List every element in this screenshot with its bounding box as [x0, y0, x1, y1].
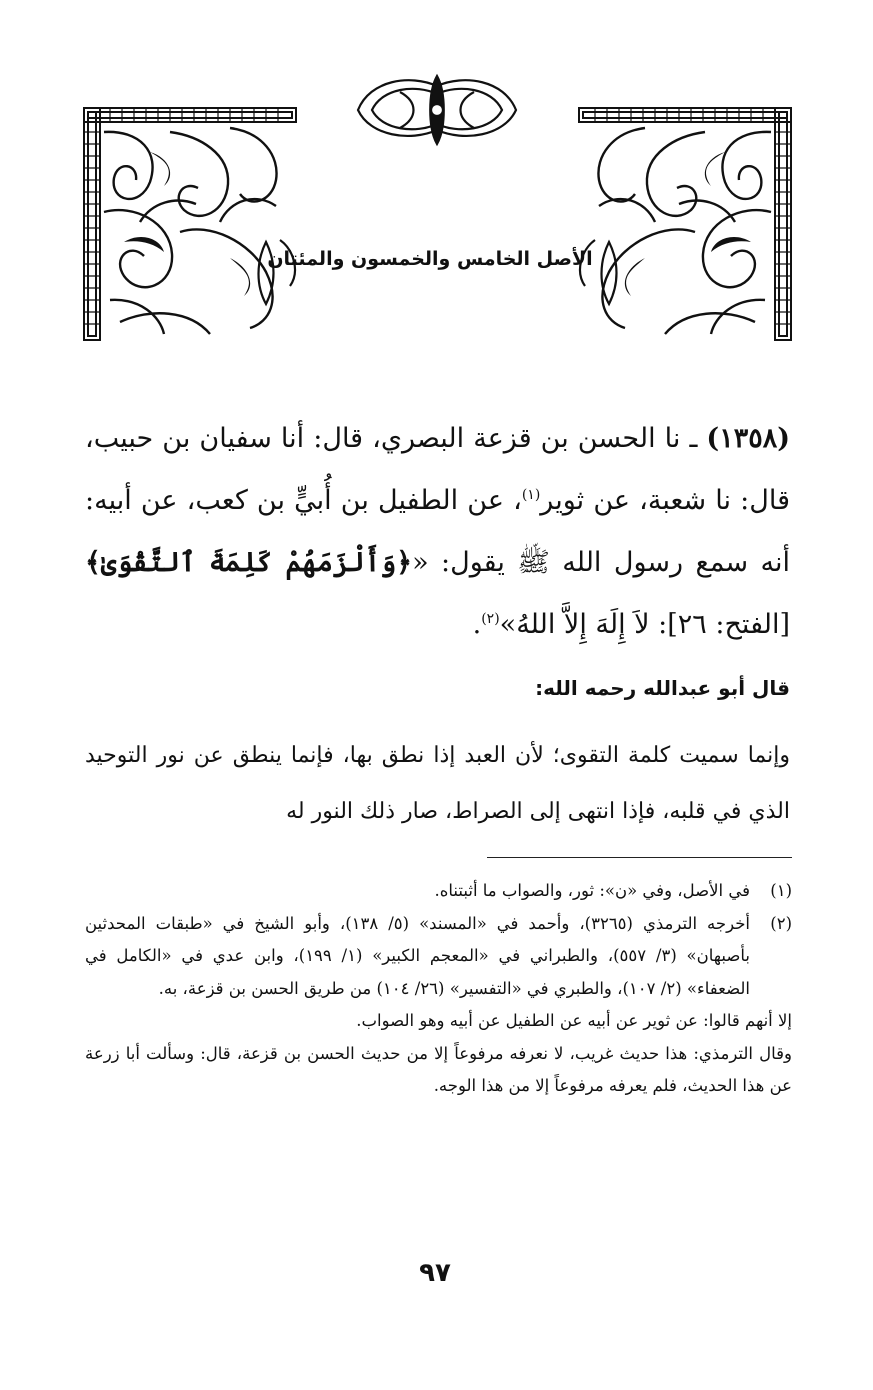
hadith-text-end: .	[472, 609, 482, 640]
page-number: ٩٧	[419, 1258, 451, 1288]
footnote-number: (١)	[770, 881, 792, 900]
hadith-number: (١٣٥٨)	[706, 423, 790, 454]
footnote-text: في الأصل، وفي «ن»: ثور، والصواب ما أثبتناه.	[434, 881, 750, 900]
footnote-number: (٢)	[770, 913, 792, 933]
hadith-text-part-2: ، عن الطفيل بن أُبيٍّ بن كعب، عن أبيه: أنه سمع رسول الله ﷺ يقول: «	[85, 485, 790, 578]
footnote-ref-2: (٢)	[481, 611, 500, 627]
footnote-ref-1: (١)	[521, 487, 541, 503]
footnotes	[85, 875, 792, 1103]
quran-verse: ﴿وَأَلْزَمَهُمْ كَلِمَةَ ٱلتَّقْوَىٰ﴾	[85, 547, 413, 578]
footnote-separator	[487, 857, 792, 858]
commentary-heading: قال أبو عبدالله رحمه الله:	[535, 676, 790, 700]
footnote-1	[85, 875, 792, 908]
chapter-title: الأصل الخامس والخمسون والمئتان	[267, 248, 593, 270]
hadith-text-part-1: ـ نا الحسن بن قزعة البصري، قال: أنا سفيان بن حبيب، قال: نا شعبة، عن ثوير	[85, 423, 790, 516]
ornamental-header-frame	[80, 72, 795, 344]
footnote-text: أخرجه الترمذي (٣٢٦٥)، وأحمد في «المسند» (٥/ ١٣٨)، وأبو الشيخ في «طبقات المحدثين بأصبهان» (٣/ ٥٥٧)، والطبراني في «المعجم الكبير» (١/ ١٩٩)، وابن عدي في «الكامل في الضعفاء» (٢/ ١٠٧)، والطبري في «التفسير» (٢٦/ ١٠٤) من طريق الحسن بن قزعة، به.	[85, 913, 750, 998]
hadith-paragraph	[85, 408, 790, 656]
footnote-2	[85, 908, 792, 1006]
hadith-text-part-3: [الفتح: ٢٦]: لاَ إِلَهَ إِلاَّ اللهُ»	[499, 609, 790, 640]
commentary-paragraph: وإنما سميت كلمة التقوى؛ لأن العبد إذا نطق بها، فإنما ينطق عن نور التوحيد الذي في قلبه، فإذا انتهى إلى الصراط، صار ذلك النور له	[85, 743, 790, 824]
footnote-2-continuation-1: إلا أنهم قالوا: عن ثوير عن أبيه عن الطفيل عن أبيه وهو الصواب.	[356, 1011, 792, 1030]
footnote-2-continuation-2: وقال الترمذي: هذا حديث غريب، لا نعرفه مرفوعاً إلا من حديث الحسن بن قزعة، قال: وسألت أبا زرعة عن هذا الحديث، فلم يعرفه مرفوعاً إلا من هذا الوجه.	[85, 1043, 792, 1095]
